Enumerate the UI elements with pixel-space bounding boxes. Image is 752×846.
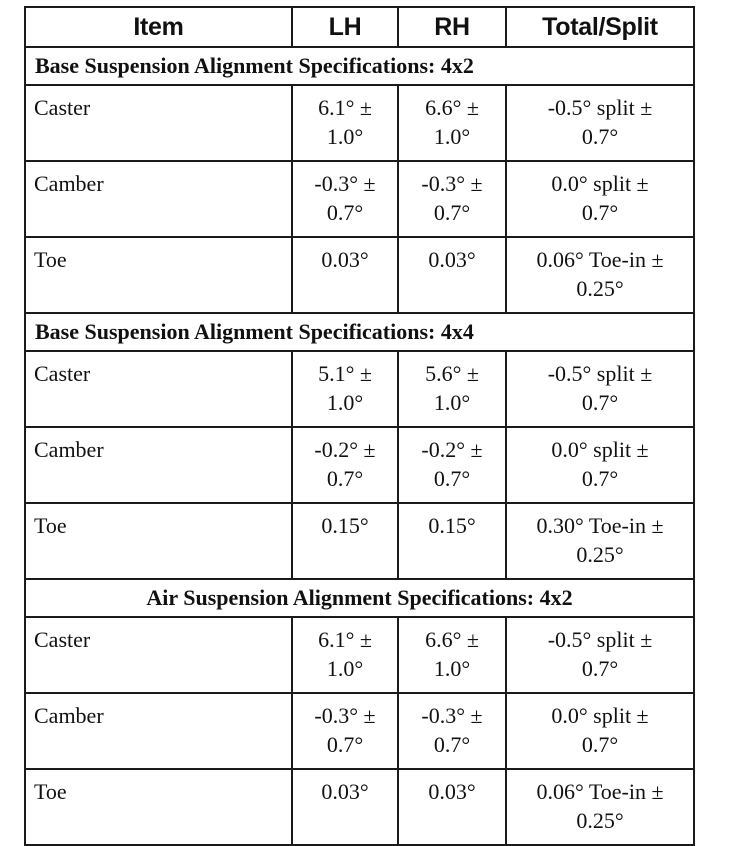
header-rh: RH (398, 7, 506, 47)
cell-line: 6.6° ± (425, 627, 479, 652)
cell-line: 0.30° Toe-in ± (536, 513, 664, 538)
cell-item: Caster (25, 617, 292, 693)
cell-rh (398, 161, 506, 237)
cell-lh (292, 617, 398, 693)
cell-line: 0.7° (581, 200, 619, 225)
cell-line: 0.7° (433, 200, 471, 225)
cell-line: 0.03° (428, 779, 476, 804)
cell-item: Caster (25, 85, 292, 161)
cell-rh (398, 85, 506, 161)
cell-rh (398, 427, 506, 503)
cell-line: 0.03° (321, 247, 369, 272)
cell-line: 1.0° (433, 656, 471, 681)
cell-line: -0.5° split ± (547, 627, 653, 652)
cell-line: 6.1° ± (318, 95, 372, 120)
header-item: Item (25, 7, 292, 47)
header-row (25, 7, 694, 47)
cell-line: -0.2° ± (314, 437, 376, 462)
cell-line: -0.3° ± (421, 171, 483, 196)
alignment-spec-table (24, 6, 695, 846)
cell-total-split (506, 769, 694, 845)
cell-lh (292, 237, 398, 313)
cell-line: 6.1° ± (318, 627, 372, 652)
cell-line: -0.2° ± (421, 437, 483, 462)
cell-rh (398, 237, 506, 313)
cell-line: 1.0° (326, 390, 364, 415)
cell-line: -0.5° split ± (547, 361, 653, 386)
cell-line: 0.7° (433, 466, 471, 491)
cell-lh (292, 85, 398, 161)
section-title: Base Suspension Alignment Specifications: 4x4 (25, 313, 694, 351)
cell-line: 0.7° (326, 732, 364, 757)
cell-line: 0.7° (433, 732, 471, 757)
cell-total-split (506, 617, 694, 693)
cell-line: 0.7° (581, 466, 619, 491)
header-lh: LH (292, 7, 398, 47)
cell-line: 0.7° (326, 200, 364, 225)
cell-line: 0.0° split ± (551, 437, 649, 462)
table-row (25, 503, 694, 579)
cell-line: 0.03° (321, 779, 369, 804)
section-title: Air Suspension Alignment Specifications: 4x2 (25, 579, 694, 617)
cell-line: 0.25° (576, 276, 624, 301)
cell-item: Caster (25, 351, 292, 427)
cell-line: 1.0° (433, 390, 471, 415)
cell-total-split (506, 503, 694, 579)
cell-line: -0.5° split ± (547, 95, 653, 120)
cell-line: 5.6° ± (425, 361, 479, 386)
table-row (25, 237, 694, 313)
cell-rh (398, 693, 506, 769)
section-header-row (25, 47, 694, 85)
cell-line: 0.06° Toe-in ± (536, 247, 664, 272)
table-row (25, 351, 694, 427)
cell-line: 0.7° (581, 390, 619, 415)
table-row (25, 769, 694, 845)
cell-line: 6.6° ± (425, 95, 479, 120)
cell-line: 0.7° (581, 656, 619, 681)
section-title: Base Suspension Alignment Specifications: 4x2 (25, 47, 694, 85)
cell-line: 1.0° (433, 124, 471, 149)
cell-item: Camber (25, 693, 292, 769)
cell-line: -0.3° ± (421, 703, 483, 728)
cell-line: 0.0° split ± (551, 171, 649, 196)
cell-line: -0.3° ± (314, 703, 376, 728)
cell-total-split (506, 237, 694, 313)
cell-rh (398, 769, 506, 845)
cell-total-split (506, 693, 694, 769)
cell-item: Camber (25, 427, 292, 503)
cell-line: 0.03° (428, 247, 476, 272)
table-row (25, 161, 694, 237)
cell-line: 0.25° (576, 808, 624, 833)
table-row (25, 693, 694, 769)
section-header-row (25, 579, 694, 617)
cell-lh (292, 161, 398, 237)
table-row (25, 617, 694, 693)
cell-rh (398, 503, 506, 579)
cell-rh (398, 617, 506, 693)
cell-total-split (506, 85, 694, 161)
cell-lh (292, 769, 398, 845)
cell-item: Toe (25, 769, 292, 845)
cell-lh (292, 351, 398, 427)
cell-line: 0.0° split ± (551, 703, 649, 728)
cell-total-split (506, 351, 694, 427)
cell-line: 0.7° (581, 732, 619, 757)
section-header-row (25, 313, 694, 351)
cell-line: -0.3° ± (314, 171, 376, 196)
cell-line: 1.0° (326, 656, 364, 681)
cell-lh (292, 427, 398, 503)
cell-line: 0.25° (576, 542, 624, 567)
cell-item: Camber (25, 161, 292, 237)
cell-lh (292, 693, 398, 769)
cell-line: 0.06° Toe-in ± (536, 779, 664, 804)
cell-total-split (506, 427, 694, 503)
header-total-split: Total/Split (506, 7, 694, 47)
cell-total-split (506, 161, 694, 237)
cell-line: 0.7° (581, 124, 619, 149)
cell-line: 1.0° (326, 124, 364, 149)
table-row (25, 85, 694, 161)
cell-item: Toe (25, 503, 292, 579)
cell-line: 0.7° (326, 466, 364, 491)
cell-item: Toe (25, 237, 292, 313)
cell-rh (398, 351, 506, 427)
cell-line: 0.15° (321, 513, 369, 538)
cell-line: 0.15° (428, 513, 476, 538)
cell-lh (292, 503, 398, 579)
table-row (25, 427, 694, 503)
table-body (25, 47, 694, 845)
cell-line: 5.1° ± (318, 361, 372, 386)
